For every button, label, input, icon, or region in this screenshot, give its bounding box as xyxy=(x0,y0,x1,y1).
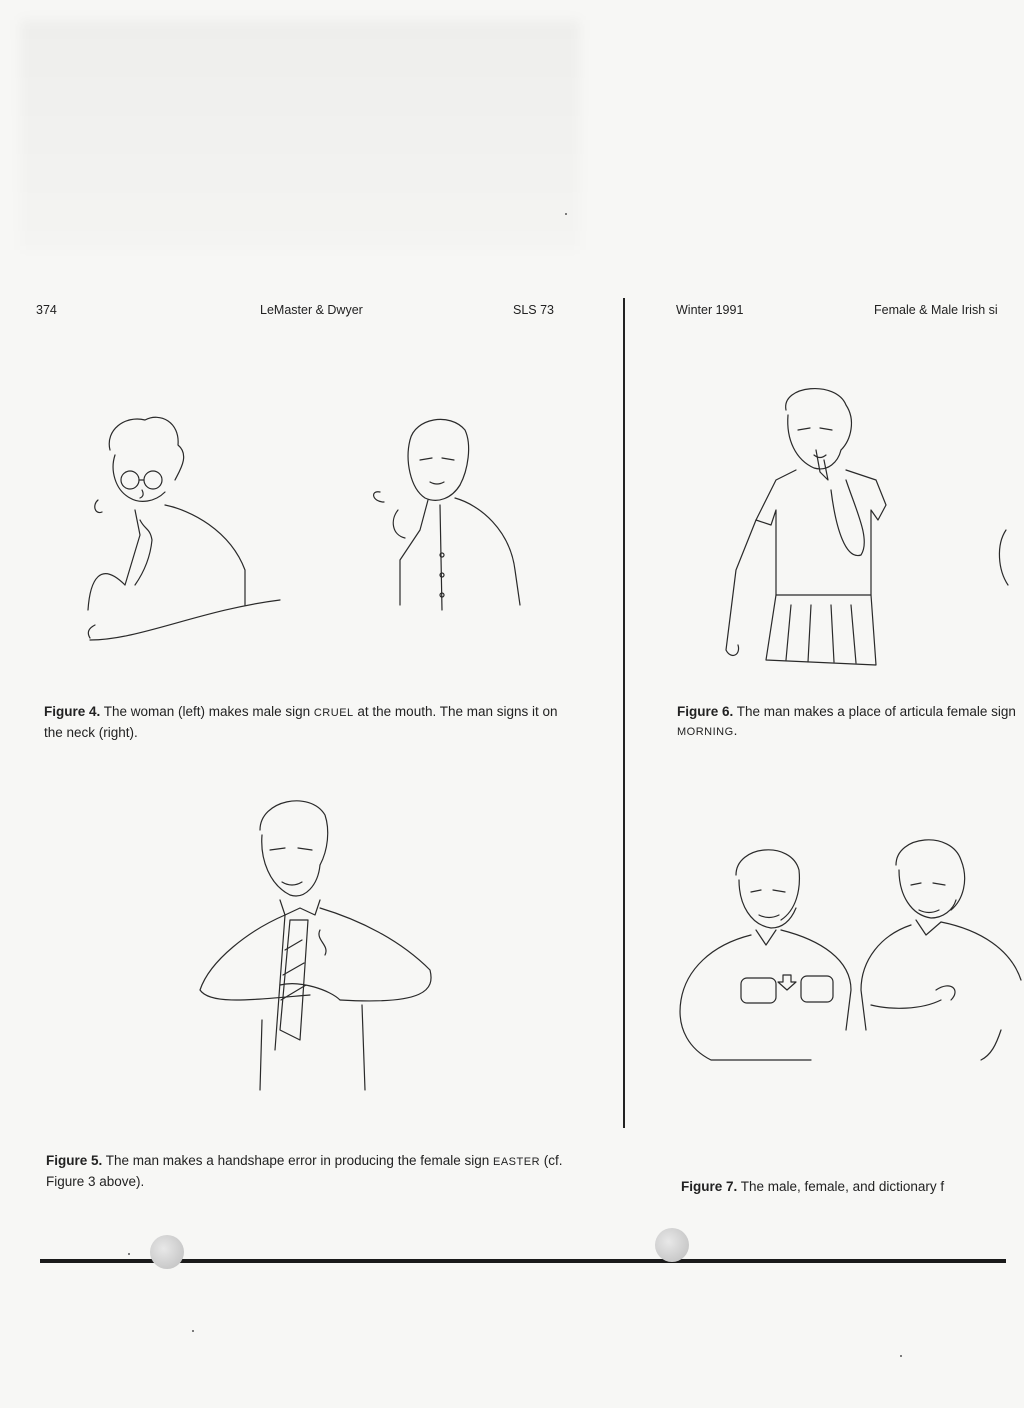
figure6-text-b: . xyxy=(733,723,738,738)
right-page xyxy=(626,0,1024,1408)
figure4-illustration xyxy=(80,410,540,650)
issue-date: Winter 1991 xyxy=(676,303,744,317)
bottom-rule xyxy=(40,1259,1006,1263)
page-gutter-line xyxy=(623,298,625,1128)
figure5-text-a: The man makes a handshape error in producing the female sign xyxy=(102,1153,493,1168)
figure5-caption xyxy=(46,1151,576,1191)
figure5-sign: EASTER xyxy=(493,1156,541,1168)
page-number: 374 xyxy=(36,303,57,317)
speck xyxy=(192,1330,194,1332)
man-drawing xyxy=(374,419,520,610)
figure4-caption xyxy=(44,702,574,742)
figure5-label: Figure 5. xyxy=(46,1153,103,1168)
running-head-authors: LeMaster & Dwyer xyxy=(260,303,363,317)
punch-hole-left xyxy=(150,1235,184,1269)
figure7-text-a: The male, female, and dictionary f xyxy=(737,1179,945,1194)
punch-hole-right xyxy=(655,1228,689,1262)
figure5-illustration xyxy=(190,790,450,1100)
figure5-text-b: (cf. Figure 3 above). xyxy=(46,1153,563,1189)
figure6-caption xyxy=(677,702,1024,742)
figure7-label: Figure 7. xyxy=(681,1179,738,1194)
running-head-title: Female & Male Irish si xyxy=(874,303,998,317)
speck xyxy=(565,213,567,215)
figure4-text-a: The woman (left) makes male sign xyxy=(100,704,314,719)
figure6-text-a: The man makes a place of articula female sign xyxy=(733,704,1016,719)
figure4-text-b: at the mouth. The man signs it on the neck (right). xyxy=(44,704,558,740)
speck xyxy=(900,1355,902,1357)
journal-issue: SLS 73 xyxy=(513,303,555,317)
figure4-label: Figure 4. xyxy=(44,704,101,719)
speck xyxy=(128,1253,130,1255)
figure4-sign: CRUEL xyxy=(313,707,354,719)
woman-morning-drawing xyxy=(726,389,886,665)
figure7-caption xyxy=(681,1177,1024,1196)
man-and-woman-drawing xyxy=(680,840,1021,1060)
man-handshape-drawing xyxy=(200,801,431,1090)
figure6-sign: MORNING xyxy=(677,726,734,738)
woman-drawing xyxy=(88,417,280,640)
figure7-illustration xyxy=(651,830,1024,1080)
figure6-label: Figure 6. xyxy=(677,704,734,719)
figure6-illustration xyxy=(716,380,1016,680)
